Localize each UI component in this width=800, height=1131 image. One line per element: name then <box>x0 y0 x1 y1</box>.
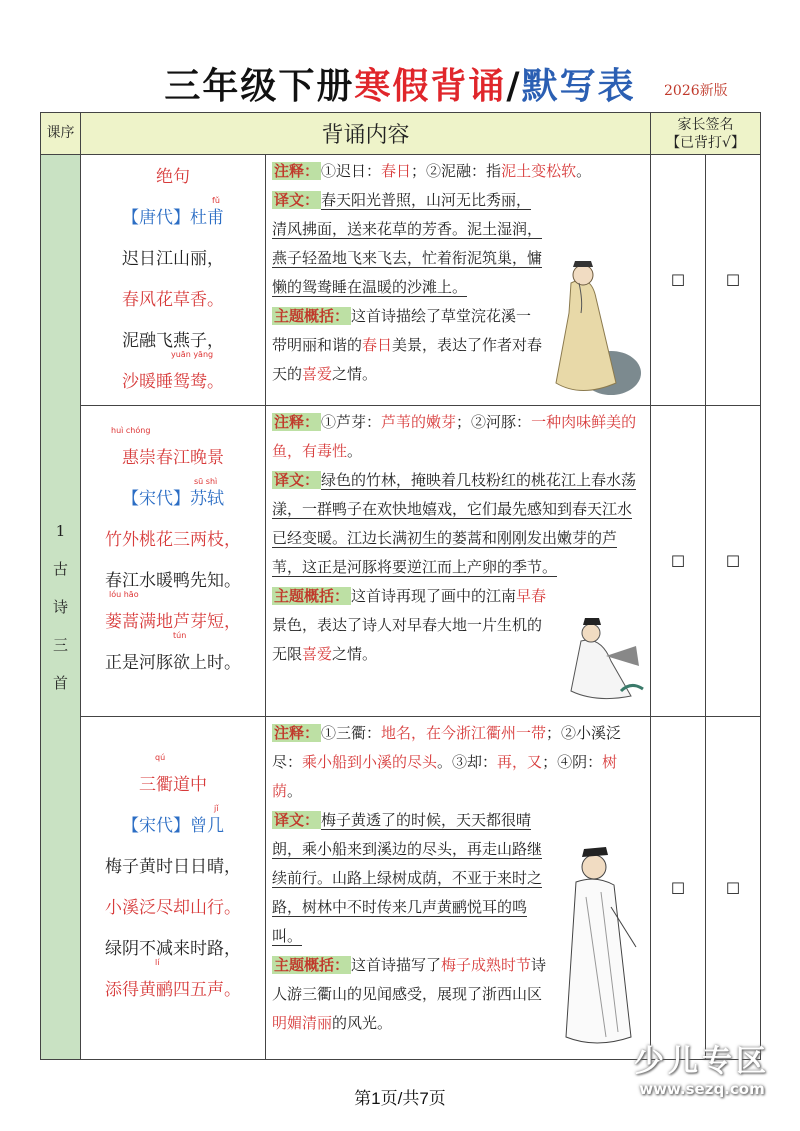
title-part2: 寒假背诵 <box>354 65 507 107</box>
poem-text-cell <box>81 155 266 406</box>
poem-author-line <box>81 479 265 520</box>
translation: 译文： 春天阳光普照，山河无比秀丽，清风拂面，送来花草的芳香。泥土湿润，燕子轻盈地飞来飞去，忙着衔泥筑巢，慵懒的鸳鸯睡在温暖的沙滩上。 <box>272 191 543 296</box>
line-pinyin: yuān yāng <box>171 350 214 359</box>
poem-dynasty: 【宋代】 <box>122 489 190 509</box>
recitation-table <box>40 112 761 1060</box>
poem-author: 杜甫 fǔ <box>190 196 224 228</box>
theme: 主题概括： 这首诗描写了梅子成熟时节诗人游三衢山的见闻感受，展现了浙西山区明媚清丽的风光。 <box>272 956 547 1032</box>
title-pinyin: huì chóng <box>111 426 151 435</box>
checkbox-2[interactable]: ☐ <box>706 155 761 406</box>
title-slash: / <box>506 65 522 107</box>
poem-row-2 <box>41 406 761 717</box>
line-pinyin: lí <box>155 958 160 967</box>
header-lesson: 课序 <box>41 113 81 155</box>
notes-cell <box>266 406 651 717</box>
lesson-char-2: 诗 <box>52 598 68 616</box>
lesson-number: 1 <box>55 522 66 540</box>
header-sign-sub: 【已背打√】 <box>666 134 745 151</box>
lesson-char-4: 首 <box>52 674 68 692</box>
poem-text-cell <box>81 717 266 1060</box>
poem-author-line <box>81 198 265 239</box>
notes: 注释： ①迟日：春日；②泥融：指泥土变松软。 <box>274 162 592 180</box>
watermark-title: 少儿专区 <box>634 1044 770 1079</box>
poem-line: 竹外桃花三两枝， <box>105 530 241 550</box>
lesson-char-3: 三 <box>52 636 68 654</box>
header-content: 背诵内容 <box>81 113 651 155</box>
lesson-char-1: 古 <box>52 560 68 578</box>
header-sign-label: 家长签名 <box>677 116 734 133</box>
notes: 注释： ①芦芽：芦苇的嫩芽；②河豚：一种肉味鲜美的鱼，有毒性。 <box>272 413 637 460</box>
page-footer: 第1页/共7页 <box>354 1089 446 1108</box>
checkbox-2[interactable]: ☐ <box>706 717 761 1060</box>
poem-line: 小溪泛尽却山行。 <box>105 898 241 918</box>
author-pinyin: fǔ <box>212 196 220 205</box>
author-pinyin: jǐ <box>214 804 219 813</box>
poem-row-1 <box>41 155 761 406</box>
notes-cell <box>266 155 651 406</box>
checkbox-1[interactable]: ☐ <box>651 717 706 1060</box>
title-part1: 三年级下册 <box>164 65 355 107</box>
theme: 主题概括： 这首诗再现了画中的江南早春景色，表达了诗人对早春大地一片生机的无限喜爱之情。 <box>272 587 547 663</box>
poem-line: 梅子黄时日日晴， <box>105 857 241 877</box>
poem-title: qú 三衢道中 <box>139 753 207 795</box>
line-pinyin: lóu hāo <box>109 590 139 599</box>
watermark-url: www.sezq.com <box>639 1080 765 1098</box>
title-pinyin: qú <box>155 753 166 762</box>
poem-author-line <box>81 806 265 847</box>
poem-title: 绝句 <box>156 167 190 187</box>
checkbox-2[interactable]: ☐ <box>706 406 761 717</box>
line-pinyin: tún <box>173 631 187 640</box>
header-row <box>41 113 761 155</box>
poem-author: 苏轼 sū shì <box>190 477 224 509</box>
translation: 译文： 梅子黄透了的时候，天天都很晴朗，乘小船来到溪边的尽头，再走山路继续前行。山路上绿树成荫，不亚于来时之路，树林中不时传来几声黄鹂悦耳的鸣叫。 <box>272 811 543 945</box>
author-pinyin: sū shì <box>194 477 218 486</box>
header-sign <box>651 113 761 155</box>
checkbox-1[interactable]: ☐ <box>651 406 706 717</box>
watermark-logo <box>612 1036 792 1098</box>
poem-dynasty: 【宋代】 <box>122 816 190 836</box>
poet-figure-illustration <box>561 611 646 706</box>
poem-line: lí 添得黄鹂四五声。 <box>105 958 241 1000</box>
poem-title: huì chóng 惠崇春江晚景 <box>111 426 224 468</box>
notes-cell <box>266 717 651 1060</box>
checkbox-1[interactable]: ☐ <box>651 155 706 406</box>
lesson-cell <box>41 155 81 1060</box>
poem-line: 绿阴不减来时路， <box>105 939 241 959</box>
poem-line: yuān yāng 沙暖睡鸳鸯。 <box>122 350 224 392</box>
poem-line: 泥融飞燕子， <box>122 331 224 351</box>
theme: 主题概括： 这首诗描绘了草堂浣花溪一带明丽和谐的春日美景，表达了作者对春天的喜爱之情。 <box>272 307 543 383</box>
poem-line: 迟日江山丽， <box>122 249 224 269</box>
translation: 译文： 绿色的竹林，掩映着几枝粉红的桃花江上春水荡漾，一群鸭子在欢快地嬉戏，它们最先感知到春天江水已经变暖。江边长满初生的蒌蒿和刚刚发出嫩芽的芦苇，这正是河豚将要逆江而上产卵的季节。 <box>272 471 637 576</box>
poem-dynasty: 【唐代】 <box>122 208 190 228</box>
poet-figure-illustration <box>556 837 646 1052</box>
poet-figure-illustration <box>541 253 641 398</box>
poem-line: 春江水暖鸭先知。 <box>105 571 241 591</box>
poem-author: 曾几 jǐ <box>190 804 224 836</box>
edition-label: 2026新版 <box>664 83 728 99</box>
poem-row-3 <box>41 717 761 1060</box>
poem-line: tún 正是河豚欲上时。 <box>105 631 241 673</box>
poem-text-cell <box>81 406 266 717</box>
poem-line: 春风花草香。 <box>122 290 224 310</box>
title-part4: 默写表 <box>521 65 636 107</box>
notes: 注释： ①三衢：地名，在今浙江衢州一带；②小溪泛尽：乘小船到小溪的尽头。③却：再，又；④阴：树荫。 <box>272 724 622 800</box>
poem-line: lóu hāo 蒌蒿满地芦芽短， <box>105 590 241 632</box>
